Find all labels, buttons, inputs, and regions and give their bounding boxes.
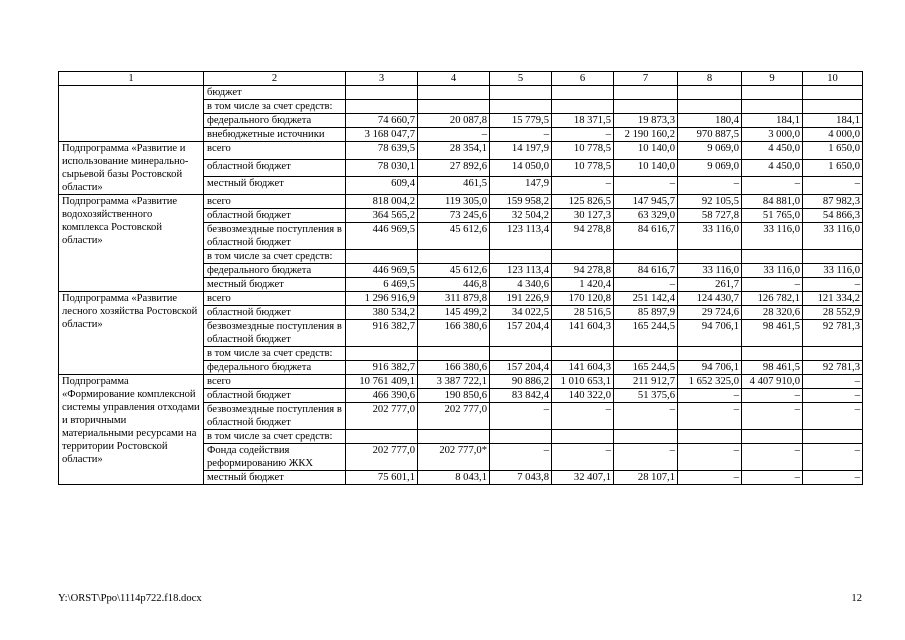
amount-cell <box>490 100 552 114</box>
amount-cell: 916 382,7 <box>346 361 418 375</box>
budget-table <box>58 71 863 485</box>
amount-cell: 51 765,0 <box>742 209 803 223</box>
amount-cell: – <box>614 177 678 195</box>
amount-cell: 58 727,8 <box>678 209 742 223</box>
amount-cell <box>614 347 678 361</box>
amount-cell <box>418 86 490 100</box>
subprogram-name: Подпрограмма «Развитие лесного хозяйства Ростовской области» <box>59 292 204 375</box>
amount-cell: 157 204,4 <box>490 361 552 375</box>
amount-cell <box>346 430 418 444</box>
amount-cell <box>803 430 863 444</box>
amount-cell: 184,1 <box>803 114 863 128</box>
amount-cell <box>742 347 803 361</box>
amount-cell <box>552 250 614 264</box>
amount-cell: 166 380,6 <box>418 320 490 347</box>
amount-cell <box>552 100 614 114</box>
amount-cell: – <box>742 389 803 403</box>
amount-cell: 970 887,5 <box>678 128 742 142</box>
amount-cell: 119 305,0 <box>418 195 490 209</box>
amount-cell <box>803 347 863 361</box>
amount-cell: 251 142,4 <box>614 292 678 306</box>
amount-cell: 54 866,3 <box>803 209 863 223</box>
amount-cell: 19 873,3 <box>614 114 678 128</box>
amount-cell: 157 204,4 <box>490 320 552 347</box>
amount-cell: – <box>614 444 678 471</box>
amount-cell: – <box>803 375 863 389</box>
amount-cell: 20 087,8 <box>418 114 490 128</box>
subprogram-name: Подпрограмма «Развитие и использование минерально-сырьевой базы Ростовской области» <box>59 142 204 195</box>
column-header: 6 <box>552 72 614 86</box>
amount-cell: 63 329,0 <box>614 209 678 223</box>
amount-cell: 3 000,0 <box>742 128 803 142</box>
amount-cell: 94 706,1 <box>678 361 742 375</box>
amount-cell <box>346 86 418 100</box>
amount-cell: 461,5 <box>418 177 490 195</box>
amount-cell: 84 616,7 <box>614 264 678 278</box>
amount-cell: 121 334,2 <box>803 292 863 306</box>
amount-cell <box>552 430 614 444</box>
amount-cell: 184,1 <box>742 114 803 128</box>
amount-cell: 14 197,9 <box>490 142 552 160</box>
amount-cell: 33 116,0 <box>678 264 742 278</box>
amount-cell <box>418 347 490 361</box>
amount-cell: – <box>490 403 552 430</box>
subprogram-name: Подпрограмма «Развитие водохозяйственного комплекса Ростовской области» <box>59 195 204 292</box>
column-header: 5 <box>490 72 552 86</box>
amount-cell <box>614 86 678 100</box>
funding-source: всего <box>204 142 346 160</box>
amount-cell: 202 777,0* <box>418 444 490 471</box>
amount-cell: 51 375,6 <box>614 389 678 403</box>
amount-cell: 92 105,5 <box>678 195 742 209</box>
amount-cell: 28 354,1 <box>418 142 490 160</box>
funding-source: в том числе за счет средств: <box>204 250 346 264</box>
funding-source: в том числе за счет средств: <box>204 347 346 361</box>
column-header: 4 <box>418 72 490 86</box>
amount-cell: 141 604,3 <box>552 361 614 375</box>
amount-cell: 74 660,7 <box>346 114 418 128</box>
funding-source: местный бюджет <box>204 471 346 485</box>
amount-cell: – <box>678 389 742 403</box>
amount-cell <box>418 430 490 444</box>
amount-cell: 190 850,6 <box>418 389 490 403</box>
amount-cell: 32 407,1 <box>552 471 614 485</box>
amount-cell <box>803 86 863 100</box>
subprogram-name <box>59 86 204 142</box>
amount-cell: 147,9 <box>490 177 552 195</box>
amount-cell: 14 050,0 <box>490 159 552 177</box>
amount-cell: 10 140,0 <box>614 159 678 177</box>
column-header: 1 <box>59 72 204 86</box>
amount-cell: 202 777,0 <box>418 403 490 430</box>
amount-cell: 98 461,5 <box>742 361 803 375</box>
funding-source: областной бюджет <box>204 209 346 223</box>
amount-cell: 87 982,3 <box>803 195 863 209</box>
amount-cell: – <box>678 177 742 195</box>
funding-source: областной бюджет <box>204 159 346 177</box>
funding-source: внебюджетные источники <box>204 128 346 142</box>
amount-cell <box>678 100 742 114</box>
amount-cell <box>346 250 418 264</box>
amount-cell <box>346 347 418 361</box>
amount-cell <box>742 430 803 444</box>
amount-cell: 609,4 <box>346 177 418 195</box>
amount-cell: 145 499,2 <box>418 306 490 320</box>
amount-cell: 165 244,5 <box>614 320 678 347</box>
amount-cell: – <box>614 278 678 292</box>
amount-cell: 73 245,6 <box>418 209 490 223</box>
amount-cell: 4 340,6 <box>490 278 552 292</box>
amount-cell: 1 010 653,1 <box>552 375 614 389</box>
funding-source: всего <box>204 375 346 389</box>
funding-source: в том числе за счет средств: <box>204 430 346 444</box>
amount-cell: 1 420,4 <box>552 278 614 292</box>
amount-cell: 94 278,8 <box>552 264 614 278</box>
amount-cell: 78 030,1 <box>346 159 418 177</box>
amount-cell <box>346 100 418 114</box>
amount-cell: 123 113,4 <box>490 223 552 250</box>
amount-cell: 92 781,3 <box>803 320 863 347</box>
amount-cell: – <box>678 403 742 430</box>
amount-cell: 140 322,0 <box>552 389 614 403</box>
amount-cell: 916 382,7 <box>346 320 418 347</box>
column-header: 7 <box>614 72 678 86</box>
amount-cell: 3 168 047,7 <box>346 128 418 142</box>
amount-cell: 33 116,0 <box>803 264 863 278</box>
amount-cell <box>678 250 742 264</box>
amount-cell: 180,4 <box>678 114 742 128</box>
amount-cell: 170 120,8 <box>552 292 614 306</box>
funding-source: всего <box>204 195 346 209</box>
amount-cell: – <box>614 403 678 430</box>
funding-source: федерального бюджета <box>204 114 346 128</box>
amount-cell: 446 969,5 <box>346 264 418 278</box>
amount-cell: 28 320,6 <box>742 306 803 320</box>
amount-cell: – <box>803 471 863 485</box>
amount-cell: 4 407 910,0 <box>742 375 803 389</box>
amount-cell: 18 371,5 <box>552 114 614 128</box>
amount-cell: 92 781,3 <box>803 361 863 375</box>
amount-cell: 33 116,0 <box>742 223 803 250</box>
amount-cell: 2 190 160,2 <box>614 128 678 142</box>
amount-cell: 28 552,9 <box>803 306 863 320</box>
column-header: 3 <box>346 72 418 86</box>
amount-cell: 4 450,0 <box>742 142 803 160</box>
amount-cell: – <box>742 177 803 195</box>
amount-cell <box>614 430 678 444</box>
amount-cell: 33 116,0 <box>678 223 742 250</box>
amount-cell: – <box>803 177 863 195</box>
amount-cell <box>742 86 803 100</box>
amount-cell <box>678 430 742 444</box>
table-row <box>59 195 863 209</box>
amount-cell: 33 116,0 <box>803 223 863 250</box>
amount-cell: 33 116,0 <box>742 264 803 278</box>
amount-cell: 141 604,3 <box>552 320 614 347</box>
amount-cell: 446 969,5 <box>346 223 418 250</box>
funding-source: безвозмездные поступления в областной бюджет <box>204 223 346 250</box>
amount-cell: 98 461,5 <box>742 320 803 347</box>
amount-cell: 380 534,2 <box>346 306 418 320</box>
amount-cell: 125 826,5 <box>552 195 614 209</box>
amount-cell: 9 069,0 <box>678 159 742 177</box>
amount-cell: 211 912,7 <box>614 375 678 389</box>
amount-cell: 83 842,4 <box>490 389 552 403</box>
funding-source: всего <box>204 292 346 306</box>
amount-cell: 311 879,8 <box>418 292 490 306</box>
amount-cell: 90 886,2 <box>490 375 552 389</box>
amount-cell: 446,8 <box>418 278 490 292</box>
amount-cell <box>678 347 742 361</box>
amount-cell: 364 565,2 <box>346 209 418 223</box>
amount-cell <box>803 250 863 264</box>
amount-cell: 1 650,0 <box>803 159 863 177</box>
amount-cell: 45 612,6 <box>418 264 490 278</box>
amount-cell: 15 779,5 <box>490 114 552 128</box>
amount-cell: 4 000,0 <box>803 128 863 142</box>
amount-cell: – <box>803 278 863 292</box>
amount-cell: 28 516,5 <box>552 306 614 320</box>
amount-cell: 10 778,5 <box>552 159 614 177</box>
amount-cell: – <box>678 444 742 471</box>
table-row <box>59 292 863 306</box>
amount-cell <box>490 86 552 100</box>
amount-cell: 4 450,0 <box>742 159 803 177</box>
funding-source: безвозмездные поступления в областной бюджет <box>204 320 346 347</box>
amount-cell: 84 881,0 <box>742 195 803 209</box>
amount-cell: – <box>490 128 552 142</box>
funding-source: бюджет <box>204 86 346 100</box>
amount-cell: 261,7 <box>678 278 742 292</box>
funding-source: федерального бюджета <box>204 361 346 375</box>
amount-cell: 202 777,0 <box>346 444 418 471</box>
column-header: 10 <box>803 72 863 86</box>
amount-cell <box>614 250 678 264</box>
amount-cell: – <box>803 389 863 403</box>
funding-source: безвозмездные поступления в областной бюджет <box>204 403 346 430</box>
amount-cell: 6 469,5 <box>346 278 418 292</box>
amount-cell <box>552 347 614 361</box>
amount-cell: 1 650,0 <box>803 142 863 160</box>
amount-cell <box>418 250 490 264</box>
column-header: 2 <box>204 72 346 86</box>
table-row <box>59 375 863 389</box>
amount-cell: – <box>742 471 803 485</box>
header-row <box>59 72 863 86</box>
funding-source: Фонда содействия реформированию ЖКХ <box>204 444 346 471</box>
amount-cell: 1 296 916,9 <box>346 292 418 306</box>
amount-cell <box>552 86 614 100</box>
amount-cell: 10 778,5 <box>552 142 614 160</box>
amount-cell: 94 278,8 <box>552 223 614 250</box>
amount-cell: 466 390,6 <box>346 389 418 403</box>
amount-cell: 1 652 325,0 <box>678 375 742 389</box>
amount-cell: 30 127,3 <box>552 209 614 223</box>
amount-cell: 84 616,7 <box>614 223 678 250</box>
amount-cell: – <box>803 444 863 471</box>
funding-source: местный бюджет <box>204 177 346 195</box>
table-row <box>59 86 863 100</box>
amount-cell <box>742 250 803 264</box>
amount-cell: – <box>552 177 614 195</box>
amount-cell: 3 387 722,1 <box>418 375 490 389</box>
amount-cell <box>742 100 803 114</box>
amount-cell: – <box>742 444 803 471</box>
file-path: Y:\ORST\Ppo\1114p722.f18.docx <box>58 593 202 604</box>
table-body <box>59 86 863 485</box>
amount-cell <box>614 100 678 114</box>
funding-source: областной бюджет <box>204 389 346 403</box>
funding-source: в том числе за счет средств: <box>204 100 346 114</box>
amount-cell: 159 958,2 <box>490 195 552 209</box>
amount-cell: 124 430,7 <box>678 292 742 306</box>
column-header: 8 <box>678 72 742 86</box>
funding-source: федерального бюджета <box>204 264 346 278</box>
amount-cell: 32 504,2 <box>490 209 552 223</box>
amount-cell <box>490 347 552 361</box>
amount-cell: 818 004,2 <box>346 195 418 209</box>
amount-cell: 123 113,4 <box>490 264 552 278</box>
page-number: 12 <box>851 593 862 604</box>
amount-cell: – <box>742 403 803 430</box>
amount-cell: 7 043,8 <box>490 471 552 485</box>
amount-cell: 94 706,1 <box>678 320 742 347</box>
amount-cell: 10 761 409,1 <box>346 375 418 389</box>
amount-cell <box>490 430 552 444</box>
amount-cell: 85 897,9 <box>614 306 678 320</box>
amount-cell: 10 140,0 <box>614 142 678 160</box>
amount-cell: 126 782,1 <box>742 292 803 306</box>
amount-cell: – <box>552 128 614 142</box>
amount-cell <box>490 250 552 264</box>
amount-cell: 165 244,5 <box>614 361 678 375</box>
amount-cell: 191 226,9 <box>490 292 552 306</box>
amount-cell: – <box>552 403 614 430</box>
amount-cell: 166 380,6 <box>418 361 490 375</box>
amount-cell: 9 069,0 <box>678 142 742 160</box>
amount-cell: 78 639,5 <box>346 142 418 160</box>
amount-cell: – <box>678 471 742 485</box>
amount-cell: 27 892,6 <box>418 159 490 177</box>
amount-cell <box>803 100 863 114</box>
amount-cell: 34 022,5 <box>490 306 552 320</box>
amount-cell: 8 043,1 <box>418 471 490 485</box>
table-row <box>59 142 863 160</box>
amount-cell: – <box>552 444 614 471</box>
amount-cell <box>418 100 490 114</box>
amount-cell: 28 107,1 <box>614 471 678 485</box>
amount-cell: – <box>418 128 490 142</box>
subprogram-name: Подпрограмма «Формирование комплексной системы управления отходами и вторичными материальными ресурсами на территории Ростовской области» <box>59 375 204 485</box>
column-header: 9 <box>742 72 803 86</box>
amount-cell: 29 724,6 <box>678 306 742 320</box>
amount-cell: – <box>742 278 803 292</box>
amount-cell <box>678 86 742 100</box>
amount-cell: 147 945,7 <box>614 195 678 209</box>
amount-cell: – <box>490 444 552 471</box>
funding-source: областной бюджет <box>204 306 346 320</box>
funding-source: местный бюджет <box>204 278 346 292</box>
amount-cell: – <box>803 403 863 430</box>
amount-cell: 75 601,1 <box>346 471 418 485</box>
amount-cell: 45 612,6 <box>418 223 490 250</box>
amount-cell: 202 777,0 <box>346 403 418 430</box>
